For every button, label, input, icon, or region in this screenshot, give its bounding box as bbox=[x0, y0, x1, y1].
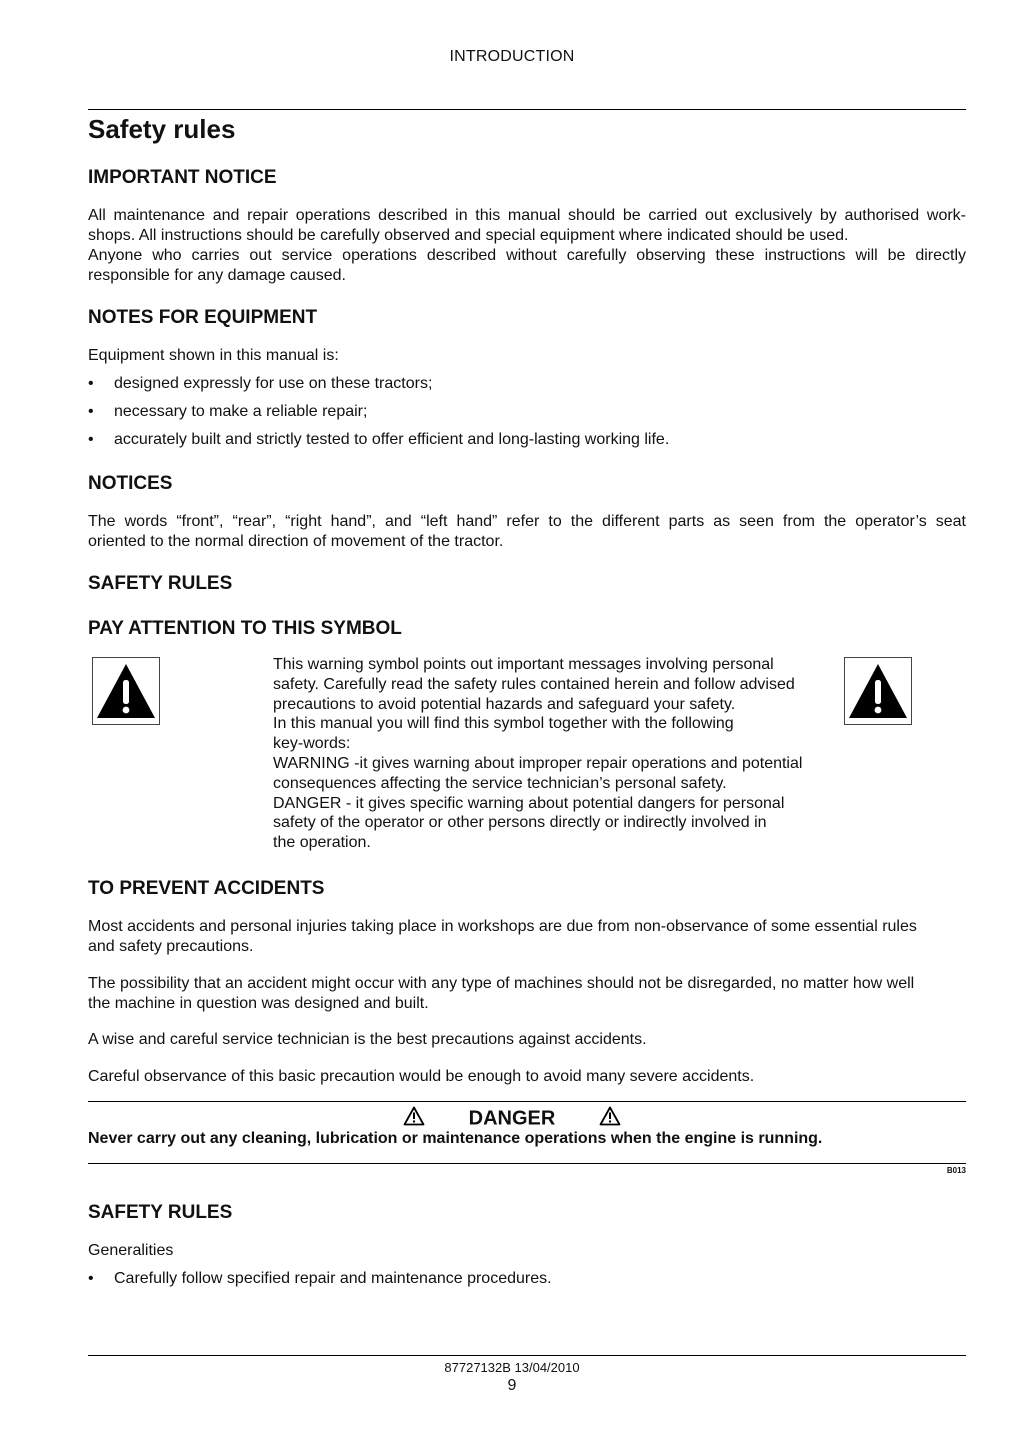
notices-text bbox=[88, 512, 966, 552]
warning-symbol-left bbox=[92, 657, 160, 725]
important-notice-line-2: shops. All instructions should be carefully observed and special equipment where indicated should be used. bbox=[88, 227, 849, 244]
bullet-icon: • bbox=[88, 431, 94, 448]
prevent-accidents-p1 bbox=[88, 917, 966, 957]
notices-line-2: oriented to the normal direction of movement of the tractor. bbox=[88, 533, 504, 550]
bullet-icon: • bbox=[88, 375, 94, 392]
header-divider bbox=[88, 109, 966, 110]
symbol-line: precautions to avoid potential hazards and safeguard your safety. bbox=[273, 695, 736, 713]
safety-rules-intro: Generalities bbox=[88, 1242, 174, 1259]
danger-title bbox=[0, 1106, 1024, 1132]
danger-code: B013 bbox=[946, 1166, 966, 1175]
prevent-accidents-p1-line-1: Most accidents and personal injuries taking place in workshops are due from non-observance of some essential rules bbox=[88, 918, 917, 935]
list-item-text: accurately built and strictly tested to offer efficient and long-lasting working life. bbox=[114, 431, 670, 448]
heading-notices: NOTICES bbox=[88, 473, 173, 494]
heading-safety-rules-1: SAFETY RULES bbox=[88, 573, 233, 594]
important-notice-line-3: Anyone who carries out service operations described without carefully observing these instructions will be directly bbox=[88, 247, 966, 264]
heading-important-notice: IMPORTANT NOTICE bbox=[88, 167, 277, 188]
notes-equipment-intro: Equipment shown in this manual is: bbox=[88, 347, 339, 364]
list-item-text: designed expressly for use on these tractors; bbox=[114, 375, 433, 392]
page-number: 9 bbox=[507, 1377, 517, 1394]
symbol-description bbox=[273, 655, 843, 853]
symbol-line: WARNING -it gives warning about improper repair operations and potential bbox=[273, 754, 803, 772]
prevent-accidents-p2-line-1: The possibility that an accident might occur with any type of machines should not be disregarded, no matter how well bbox=[88, 975, 915, 992]
list-item-text: necessary to make a reliable repair; bbox=[114, 403, 368, 420]
notices-line-1: The words “front”, “rear”, “right hand”, and “left hand” refer to the different parts as seen from the operator’s seat bbox=[88, 513, 966, 530]
warning-triangle-icon bbox=[847, 662, 909, 720]
symbol-line: This warning symbol points out important messages involving personal bbox=[273, 656, 774, 673]
warning-triangle-icon bbox=[599, 1106, 621, 1132]
danger-label: DANGER bbox=[468, 1107, 556, 1130]
important-notice-line-4: responsible for any damage caused. bbox=[88, 267, 346, 284]
document-code: 87727132B 13/04/2010 bbox=[444, 1360, 580, 1375]
heading-safety-rules-2: SAFETY RULES bbox=[88, 1202, 233, 1223]
prevent-accidents-p2 bbox=[88, 974, 966, 1014]
symbol-line: DANGER - it gives specific warning about potential dangers for personal bbox=[273, 794, 785, 812]
warning-symbol-right bbox=[844, 657, 912, 725]
heading-notes-equipment: NOTES FOR EQUIPMENT bbox=[88, 307, 318, 328]
heading-pay-attention: PAY ATTENTION TO THIS SYMBOL bbox=[88, 618, 402, 639]
list-item-text: Carefully follow specified repair and maintenance procedures. bbox=[114, 1270, 552, 1287]
symbol-line: safety of the operator or other persons directly or indirectly involved in bbox=[273, 814, 767, 832]
warning-triangle-icon bbox=[403, 1106, 425, 1132]
prevent-accidents-p1-line-2: and safety precautions. bbox=[88, 938, 254, 955]
symbol-line: In this manual you will find this symbol together with the following bbox=[273, 715, 734, 733]
symbol-line: the operation. bbox=[273, 834, 371, 852]
footer-divider bbox=[88, 1355, 966, 1356]
warning-triangle-icon bbox=[95, 662, 157, 720]
important-notice-text bbox=[88, 206, 966, 286]
prevent-accidents-p2-line-2: the machine in question was designed and built. bbox=[88, 995, 429, 1012]
danger-top-divider bbox=[88, 1101, 966, 1102]
important-notice-line-1: All maintenance and repair operations described in this manual should be carried out exclusively by authorised work- bbox=[88, 207, 966, 224]
bullet-icon: • bbox=[88, 1270, 94, 1287]
prevent-accidents-p4: Careful observance of this basic precaution would be enough to avoid many severe accidents. bbox=[88, 1068, 755, 1085]
bullet-icon: • bbox=[88, 403, 94, 420]
symbol-line: key-words: bbox=[273, 735, 351, 753]
page-header-section: INTRODUCTION bbox=[449, 48, 575, 65]
symbol-line: safety. Carefully read the safety rules contained herein and follow advised bbox=[273, 675, 795, 693]
danger-bottom-divider bbox=[88, 1163, 966, 1164]
prevent-accidents-p3: A wise and careful service technician is the best precautions against accidents. bbox=[88, 1031, 647, 1048]
heading-prevent-accidents: TO PREVENT ACCIDENTS bbox=[88, 878, 325, 899]
symbol-line: consequences affecting the service technician’s personal safety. bbox=[273, 774, 727, 792]
page-title: Safety rules bbox=[88, 114, 236, 144]
danger-text: Never carry out any cleaning, lubrication or maintenance operations when the engine is running. bbox=[88, 1130, 823, 1147]
